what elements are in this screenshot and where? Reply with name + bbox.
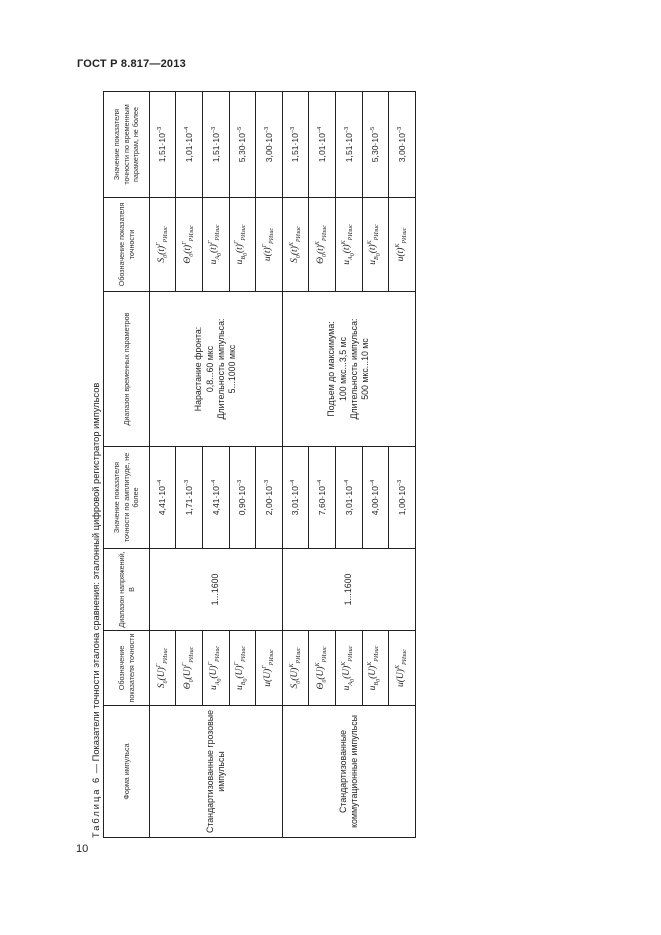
time-indicator-cell: $\Theta_0(t)^К_{РИзис}$ xyxy=(309,198,336,292)
amp-value-mantissa: 7,60·10 xyxy=(316,486,327,516)
amp-value-mantissa: 3,01·10 xyxy=(289,486,300,516)
time-value-exponent: −4 xyxy=(316,126,323,134)
time-value-exponent: −3 xyxy=(210,126,217,134)
time-value-mantissa: 1,51·10 xyxy=(343,133,354,163)
amp-indicator-cell: $u_{A_0}(U)^К_{РИзис}$ xyxy=(336,631,363,706)
time-value-exponent: −3 xyxy=(396,126,403,134)
amp-value-cell xyxy=(203,447,230,549)
amp-value-mantissa: 3,01·10 xyxy=(343,486,354,516)
time-range-line: Подъем до максимума: xyxy=(326,321,337,417)
amp-value-exponent: −4 xyxy=(343,479,350,487)
time-range-line: Нарастание фронта: xyxy=(193,326,204,412)
time-value-mantissa: 1,51·10 xyxy=(210,133,221,163)
time-indicator-cell: $S_0(t)^К_{РИзис}$ xyxy=(283,198,309,292)
table-row xyxy=(283,92,309,838)
col-header-time-indicator: Обозначение показателя точности xyxy=(104,198,150,292)
table-header-row xyxy=(104,92,150,838)
amp-value-exponent: −4 xyxy=(370,479,377,487)
col-header-amp-value: Значение показателя точности по амплитуде, не более xyxy=(104,447,150,549)
col-header-form: Форма импульса xyxy=(104,706,150,838)
table-caption-label: Таблица 6 xyxy=(91,775,101,838)
time-range-line: 500 мкс...10 мс xyxy=(360,338,371,400)
time-indicator-cell: $u_{A_0}(t)^К_{РИзис}$ xyxy=(336,198,363,292)
document-header: ГОСТ Р 8.817—2013 xyxy=(77,58,186,70)
amp-value-cell xyxy=(283,447,309,549)
time-value-mantissa: 1,01·10 xyxy=(183,133,194,163)
pulse-form-cell: Стандартизованные коммутационные импульсы xyxy=(283,706,416,838)
time-value-mantissa: 5,30·10 xyxy=(236,133,247,163)
voltage-range-cell: 1...1600 xyxy=(150,549,283,631)
time-value-exponent: −3 xyxy=(290,126,297,134)
col-header-time-range: Диапазон временных параметров xyxy=(104,292,150,447)
time-value-exponent: −3 xyxy=(157,126,164,134)
table-caption-text: — Показатели точности эталона сравнения: эталонный цифровой регистратор импульсов xyxy=(91,382,101,776)
time-value-cell xyxy=(336,92,363,198)
amp-value-mantissa: 1,00·10 xyxy=(396,486,407,516)
time-value-exponent: −5 xyxy=(237,126,244,134)
amp-indicator-cell: $S_0(U)^К_{РИзис}$ xyxy=(283,631,309,706)
time-value-mantissa: 3,00·10 xyxy=(263,133,274,163)
table-row xyxy=(150,92,176,838)
amp-value-cell xyxy=(389,447,416,549)
page-number: 10 xyxy=(76,843,89,855)
amp-value-exponent: −3 xyxy=(183,479,190,487)
amp-indicator-cell: $u(U)^Г_{РИзис}$ xyxy=(256,631,283,706)
time-value-cell xyxy=(230,92,256,198)
time-value-exponent: −3 xyxy=(263,126,270,134)
time-value-mantissa: 1,51·10 xyxy=(289,133,300,163)
amp-value-exponent: −3 xyxy=(237,479,244,487)
amp-indicator-cell: $u_{B_0}(U)^Г_{РИзис}$ xyxy=(230,631,256,706)
time-range-cell xyxy=(283,292,416,447)
time-indicator-cell: $u_{B_0}(t)^Г_{РИзис}$ xyxy=(230,198,256,292)
time-value-cell xyxy=(363,92,389,198)
amp-indicator-cell: $u_{A_0}(U)^Г_{РИзис}$ xyxy=(203,631,230,706)
table-body xyxy=(150,92,416,838)
time-value-cell xyxy=(283,92,309,198)
col-header-voltage-range: Диапазон напряжений, В xyxy=(104,549,150,631)
time-value-mantissa: 3,00·10 xyxy=(396,133,407,163)
amp-value-cell xyxy=(256,447,283,549)
amp-indicator-cell: $\Theta_0(U)^К_{РИзис}$ xyxy=(309,631,336,706)
time-value-mantissa: 1,01·10 xyxy=(316,133,327,163)
amp-value-mantissa: 4,00·10 xyxy=(369,486,380,516)
time-value-cell xyxy=(150,92,176,198)
amp-value-mantissa: 2,00·10 xyxy=(263,486,274,516)
time-indicator-cell: $u_{B_0}(t)^К_{РИзис}$ xyxy=(363,198,389,292)
amp-value-cell xyxy=(309,447,336,549)
pulse-form-cell: Стандартизованные грозовые импульсы xyxy=(150,706,283,838)
time-value-exponent: −5 xyxy=(370,126,377,134)
amp-value-cell xyxy=(336,447,363,549)
amp-value-exponent: −3 xyxy=(263,479,270,487)
amp-value-mantissa: 4,41·10 xyxy=(210,486,221,516)
time-indicator-cell: $S_0(t)^Г_{РИзис}$ xyxy=(150,198,176,292)
accuracy-table xyxy=(103,91,416,838)
time-range-cell xyxy=(150,292,283,447)
time-range-line: Длительность импульса: xyxy=(216,318,226,420)
time-indicator-cell: $u(t)^Г_{РИзис}$ xyxy=(256,198,283,292)
amp-value-cell xyxy=(363,447,389,549)
time-range-line: 100 мкс...3,5 мс xyxy=(337,337,348,401)
amp-value-exponent: −4 xyxy=(316,479,323,487)
col-header-time-value: Значение показателя точности по временным параметрам, не более xyxy=(104,92,150,198)
amp-indicator-cell: $u(U)^К_{РИзис}$ xyxy=(389,631,416,706)
time-range-line: Длительность импульса: xyxy=(349,318,359,420)
amp-value-cell xyxy=(176,447,203,549)
time-value-cell xyxy=(176,92,203,198)
time-indicator-cell: $u(t)^К_{РИзис}$ xyxy=(389,198,416,292)
time-value-cell xyxy=(256,92,283,198)
time-value-cell xyxy=(389,92,416,198)
rotated-table-block xyxy=(91,91,409,838)
table-caption xyxy=(91,383,101,838)
time-value-exponent: −3 xyxy=(343,126,350,134)
time-range-line: 0,8...60 мкс xyxy=(204,345,215,393)
amp-indicator-cell: $\Theta_0(U)^Г_{РИзис}$ xyxy=(176,631,203,706)
voltage-range-cell: 1...1600 xyxy=(283,549,416,631)
time-value-cell xyxy=(203,92,230,198)
amp-value-exponent: −4 xyxy=(210,479,217,487)
amp-value-mantissa: 4,41·10 xyxy=(156,486,167,516)
time-value-exponent: −4 xyxy=(183,126,190,134)
amp-value-cell xyxy=(150,447,176,549)
amp-value-exponent: −3 xyxy=(396,479,403,487)
amp-indicator-cell: $S_0(U)^Г_{РИзис}$ xyxy=(150,631,176,706)
time-value-mantissa: 1,51·10 xyxy=(156,133,167,163)
time-indicator-cell: $\Theta_0(t)^Г_{РИзис}$ xyxy=(176,198,203,292)
time-value-cell xyxy=(309,92,336,198)
amp-value-exponent: −4 xyxy=(290,479,297,487)
time-value-mantissa: 5,30·10 xyxy=(369,133,380,163)
time-indicator-cell: $u_{A_0}(t)^Г_{РИзис}$ xyxy=(203,198,230,292)
amp-value-cell xyxy=(230,447,256,549)
amp-value-exponent: −4 xyxy=(157,479,164,487)
amp-value-mantissa: 1,71·10 xyxy=(183,486,194,516)
time-range-line: 5...1000 мкс xyxy=(227,344,238,394)
amp-indicator-cell: $u_{B_0}(U)^К_{РИзис}$ xyxy=(363,631,389,706)
col-header-amp-indicator: Обозначение показателя точности xyxy=(104,631,150,706)
amp-value-mantissa: 0,90·10 xyxy=(236,486,247,516)
